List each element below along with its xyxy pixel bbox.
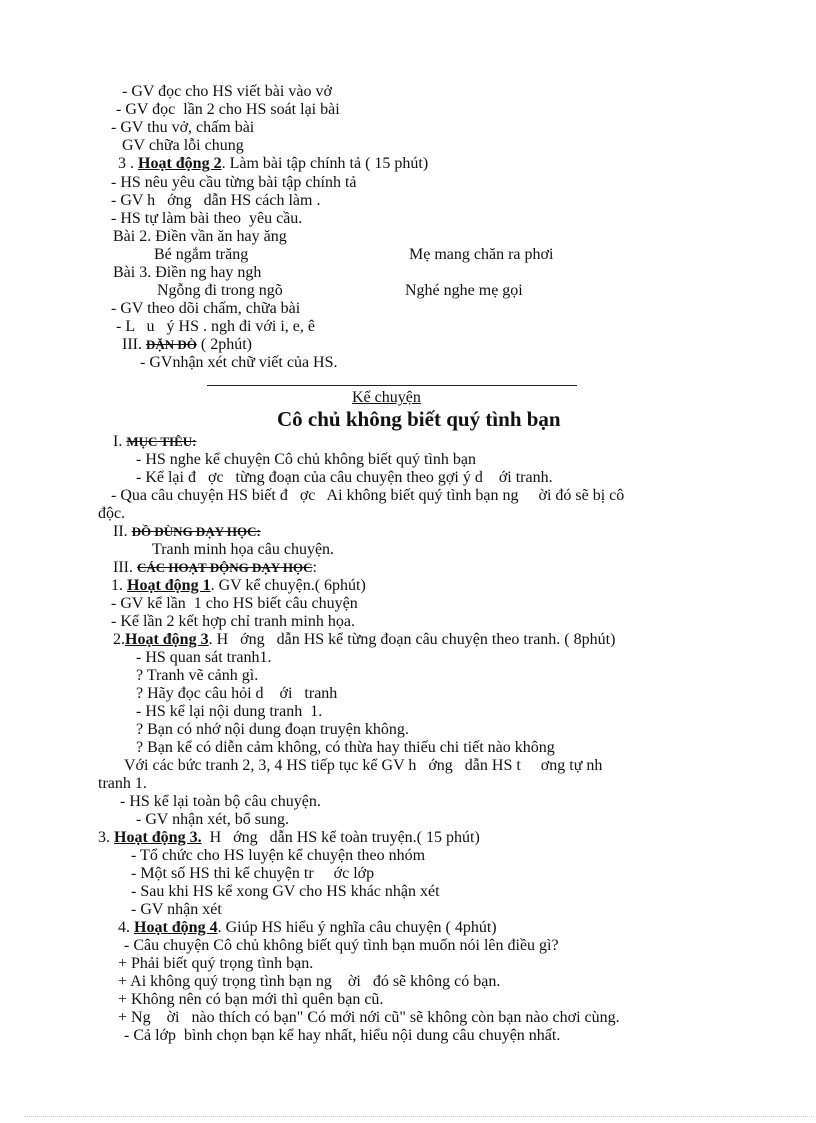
text-line: - Cả lớp bình chọn bạn kể hay nhất, hiểu nội dung câu chuyện nhất. [124,1027,561,1044]
text-line: - GV nhận xét, bổ sung. [136,811,290,828]
text-line: - GV h ớng dẫn HS cách làm . [111,192,321,209]
homework-heading [122,336,252,354]
text-line: - L u ý HS . ngh đi với i, e, ê [116,318,315,335]
activity-label: Hoạt động 1 [127,577,211,594]
text-line: - GV theo dõi chấm, chữa bài [111,300,301,317]
text-line: - Sau khi HS kể xong GV cho HS khác nhận xét [131,883,440,900]
exercise-3-answer-left: Ngỗng đi trong ngõ [157,282,283,299]
activity-label: Hoạt động 4 [134,919,218,936]
text-line: - HS kể lại toàn bộ câu chuyện. [120,793,321,810]
activity-number: 3. [98,829,114,846]
section-label: CÁC HOẠT ĐỘNG DẠY HỌC [136,560,313,575]
text-line: - Qua câu chuyện HS biết đ ợc Ai không biết quý tình bạn ng ời đó sẽ bị cô [111,487,625,504]
text-line: - GV kể lần 1 cho HS biết câu chuyện [111,595,358,612]
activities-heading [113,559,317,577]
text-line: - GV thu vở, chấm bài [111,119,255,136]
text-line: - HS nêu yêu cầu từng bài tập chính tả [111,174,357,191]
text-line: ? Bạn có nhớ nội dung đoạn truyện không. [136,721,409,738]
text-line: Tranh minh họa câu chuyện. [152,541,335,558]
section-label: Kể chuyện [352,389,421,406]
page-bottom-border [24,1116,814,1117]
activity-number: 3 . [118,155,138,172]
activity-desc: . Giúp HS hiểu ý nghĩa câu chuyện ( 4phút) [217,919,497,936]
text-line: GV chữa lỗi chung [122,137,244,154]
section-time: ( 2phút) [196,336,253,353]
text-line: ? Bạn kể có diễn cảm không, có thừa hay thiếu chi tiết nào không [136,739,555,756]
activity-number: 1. [111,577,127,594]
exercise-2-answer-right: Mẹ mang chăn ra phơi [409,246,554,263]
activity-4-heading [118,919,497,937]
exercise-2-answer-left: Bé ngắm trăng [154,246,249,263]
exercise-3-answer-right: Nghé nghe mẹ gọi [405,282,523,299]
section-label: MỤC TIÊU: [126,434,197,449]
activity-desc: . Làm bài tập chính tả ( 15 phút) [221,155,429,172]
activity-label: Hoạt động 3. [114,829,202,846]
activity-number: 4. [118,919,134,936]
text-line: + Không nên có bạn mới thì quên bạn cũ. [118,991,384,1008]
section-label: ĐỒ DÙNG DẠY HỌC: [131,524,261,539]
materials-heading [113,523,261,541]
section-colon: : [312,559,317,576]
exercise-2: Bài 2. Điền vần ăn hay ăng [113,228,287,245]
activity-3-heading [113,631,615,649]
activity-desc: . GV kể chuyện.( 6phút) [210,577,366,594]
text-line: - GV đọc cho HS viết bài vào vở [122,83,332,100]
text-line: + Phải biết quý trọng tình bạn. [118,955,314,972]
text-line: - Kể lần 2 kết hợp chỉ tranh minh họa. [111,613,355,630]
section-number: II. [113,523,132,540]
text-line: - HS quan sát tranh1. [136,649,272,666]
text-line: - GV đọc lần 2 cho HS soát lại bài [116,101,340,118]
activity-label: Hoạt động 3 [125,631,209,648]
activity-number: 2. [113,631,125,648]
text-line: - HS nghe kể chuyện Cô chủ không biết quý tình bạn [136,451,476,468]
text-line: - GV nhận xét [131,901,222,918]
text-line: độc. [98,505,126,522]
divider [207,385,577,386]
activity-desc: . H ớng dẫn HS kể từng đoạn câu chuyện theo tranh. ( 8phút) [208,631,616,648]
activity-3b-heading [98,829,480,847]
activity-label: Hoạt động 2 [138,155,222,172]
text-line: tranh 1. [98,775,147,792]
text-line: + Ai không quý trọng tình bạn ng ời đó sẽ không có bạn. [118,973,501,990]
text-line: + Ng ời nào thích có bạn" Có mới nới cũ" sẽ không còn bạn nào chơi cùng. [118,1009,620,1026]
text-line: ? Hãy đọc câu hỏi d ới tranh [136,685,338,702]
text-line: - Câu chuyện Cô chủ không biết quý tình bạn muốn nói lên điều gì? [124,937,559,954]
text-line: - Một số HS thi kể chuyện tr ớc lớp [131,865,375,882]
text-line: - GVnhận xét chữ viết của HS. [140,354,338,371]
exercise-3: Bài 3. Điền ng hay ngh [113,264,262,281]
text-line: ? Tranh vẽ cảnh gì. [136,667,259,684]
text-line: Với các bức tranh 2, 3, 4 HS tiếp tục kể GV h ớng dẫn HS t ơng tự nh [124,757,603,774]
activity-2-heading [118,155,428,173]
activity-1-heading [111,577,366,595]
section-label: DẶN DÒ [145,337,197,352]
text-line: - HS tự làm bài theo yêu cầu. [111,210,303,227]
lesson-title: Cô chủ không biết quý tình bạn [277,407,561,431]
section-number: III. [113,559,137,576]
section-number: III. [122,336,146,353]
objectives-heading [113,433,197,451]
text-line: - Kể lại đ ợc từng đoạn của câu chuyện theo gợi ý d ới tranh. [136,469,553,486]
section-number: I. [113,433,127,450]
text-line: - Tổ chức cho HS luyện kể chuyện theo nhóm [131,847,426,864]
activity-desc: H ớng dẫn HS kể toàn truyện.( 15 phút) [201,829,480,846]
text-line: - HS kể lại nội dung tranh 1. [136,703,323,720]
